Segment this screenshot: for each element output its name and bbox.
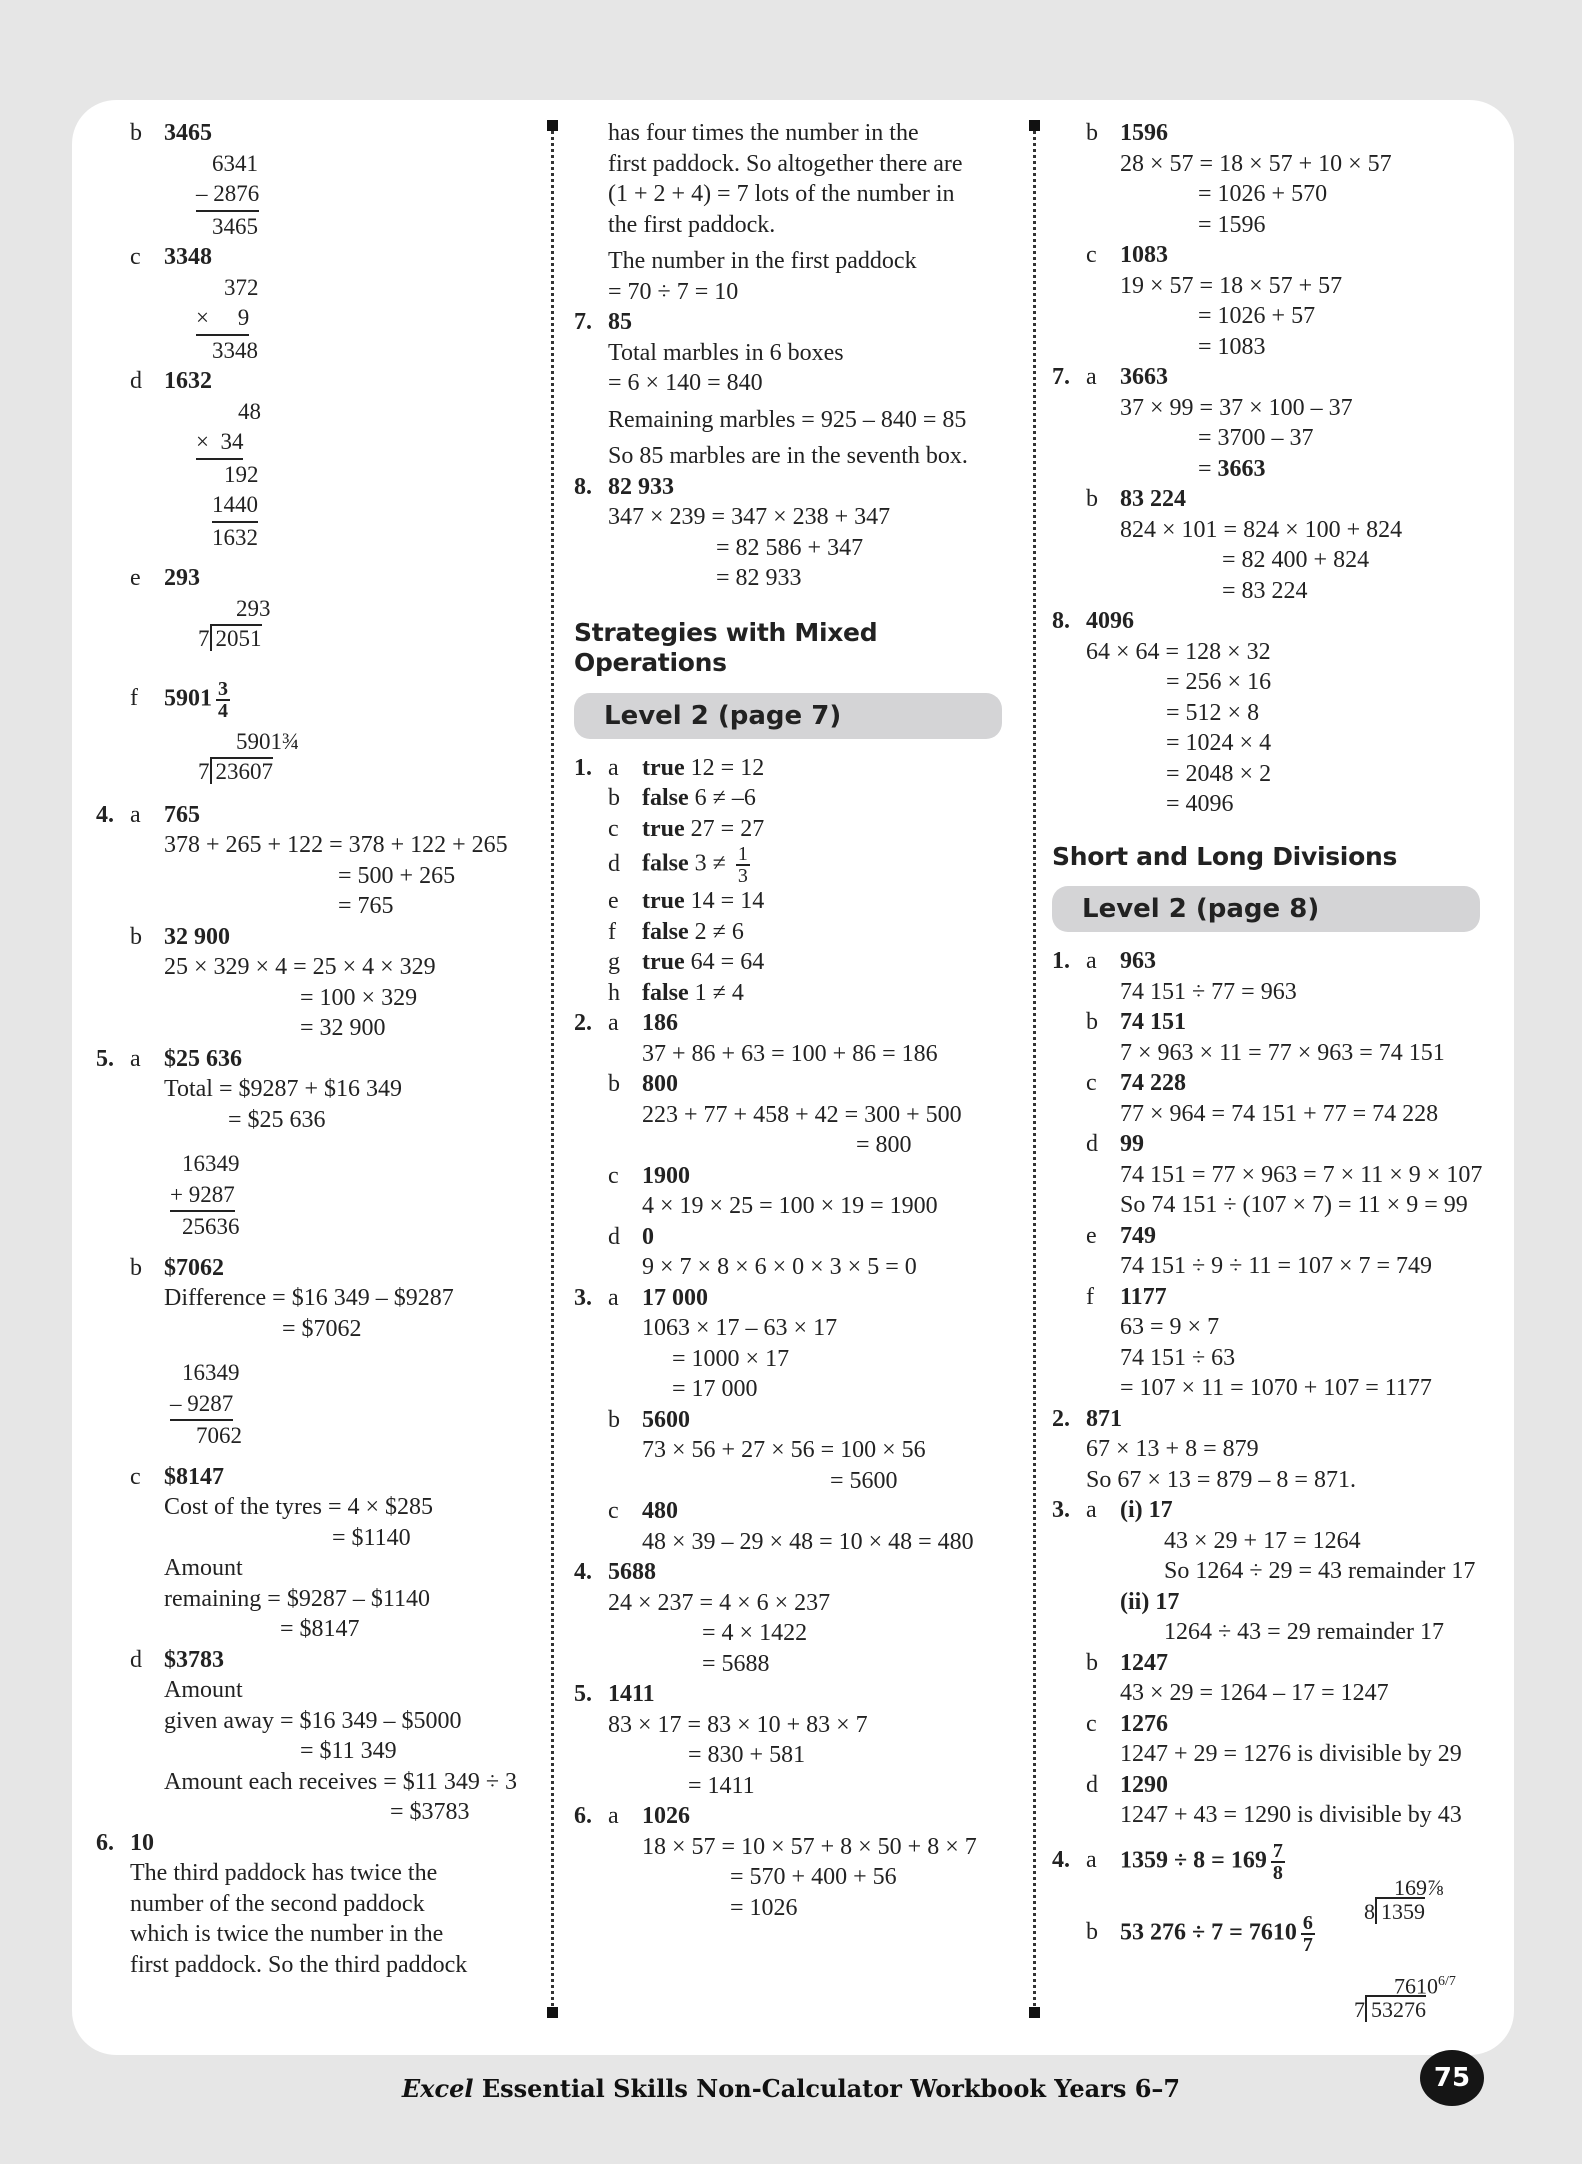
answer-line: b 3465 xyxy=(130,120,212,146)
footer-title xyxy=(0,2074,1582,2103)
section-title-divisions: Short and Long Divisions xyxy=(1052,841,1398,871)
answer-column-2: has four times the number in the first paddock. So altogether there are (1 + 2 + 4) = 7 lots of the number in the first paddock. The number in the first paddock = 70 ÷ 7 = 10 7. 85 Total marbles in 6 boxes = 6 × 140 = 840 Remaining marbles = 925 – 840 = 85 So 85 marbles are in the seventh box. 8. 82 933 347 × 239 = 347 × 238 + 347 = 82 586 + 347 = 82 933 Strategies with Mixed Operations Level 2 (page 7) 1. a true 12 = 12 b false 6 ≠ –6 c true 27 = 27 d false 3 ≠ $\frac{1}{3}$ e true 14 = 14 f false 2 ≠ 6 g true 64 = 64 h false 1 ≠ 4 2. a 186 37 + 86 + 63 = 100 + 86 = 186 b 800 223 + 77 + 458 + 42 = 300 + 500 = 800 c 1900 4 × 19 × 25 = 100 × 19 = 1900 d 0 9 × 7 × 8 × 6 × 0 × 3 × 5 = 0 3. a 17 000 1063 × 17 – 63 × 17 = 1000 × 17 = 17 000 b 5600 73 × 56 + 27 × 56 = 100 × 56 = 5600 c 480 48 × 39 – 29 × 48 = 10 × 48 = 480 4. 5688 24 × 237 = 4 × 6 × 237 = 4 × 1422 = 5688 5. 1411 83 × 17 = 83 × 10 + 83 × 7 = 830 + 581 = 1411 6. a 1026 18 × 57 = 10 × 57 + 8 × 50 + 8 × 7 = 570 + 400 + 56 = 1026 xyxy=(574,118,1014,1923)
book-title: Essential Skills Non-Calculator Workbook Years 6–7 xyxy=(481,2074,1181,2103)
division-working-4a: 169⅞ 8 1359 xyxy=(1364,1875,1444,1924)
page-number-badge: 75 xyxy=(1420,2050,1484,2106)
level-heading-page-8: Level 2 (page 8) xyxy=(1052,886,1480,932)
answer-column-3: b 1596 28 × 57 = 18 × 57 + 10 × 57 = 1026 + 570 = 1596 c 1083 19 × 57 = 18 × 57 + 57 = 1026 + 57 = 1083 7. a 3663 37 × 99 = 37 × 100 – 37 = 3700 – 37 = 3663 b 83 224 824 × 101 = 824 × 100 + 824 = 82 400 + 824 = 83 224 8. 4096 64 × 64 = 128 × 32 = 256 × 16 = 512 × 8 = 1024 × 4 = 2048 × 2 = 4096 Short and Long Divisions Level 2 (page 8) 1. a 963 74 151 ÷ 77 = 963 b 74 151 7 × 963 × 11 = 77 × 963 = 74 151 c 74 228 77 × 964 = 74 151 + 77 = 74 228 d 99 74 151 = 77 × 963 = 7 × 11 × 9 × 107 So 74 151 ÷ (107 × 7) = 11 × 9 = 99 e 749 74 151 ÷ 9 ÷ 11 = 107 × 7 = 749 f 1177 63 = 9 × 7 74 151 ÷ 63 = 107 × 11 = 1070 + 107 = 1177 2. 871 67 × 13 + 8 = 879 So 67 × 13 = 879 – 8 = 871. 3. a (i) 17 43 × 29 + 17 = 1264 So 1264 ÷ 29 = 43 remainder 17 (ii) 17 1264 ÷ 43 = 29 remainder 17 b 1247 43 × 29 = 1264 – 17 = 1247 c 1276 1247 + 29 = 1276 is divisible by 29 d 1290 1247 + 43 = 1290 is divisible by 43 4. a 1359 ÷ 8 = 169 $\frac{7}{8}$ b 53 276 ÷ 7 = 7610 $\frac{6}{7}$ xyxy=(1052,118,1492,1955)
division-working-4b: $7610^{6/7}$ 7 53276 xyxy=(1354,1973,1456,2023)
column-divider-left xyxy=(551,124,554,2014)
brand-name: Excel xyxy=(401,2074,474,2103)
section-title-mixed-operations: Strategies with Mixed Operations xyxy=(574,617,878,677)
level-heading-page-7: Level 2 (page 7) xyxy=(574,693,1002,739)
answer-column-1: b 3465 6341 – 2876 3465 c 3348 372 × 9 3348 d 1632 48 × 34 192 1440 1632 e 293 293 7 2051 f 5901 $\frac{3}{4}$ 5901¾ 7 23607 4. a 765 378 + 265 + 122 = 378 + 122 + 265 = 500 + 265 = 765 b 32 900 25 × 329 × 4 = 25 × 4 × 329 = 100 × 329 = 32 900 5. a $25 636 Total = $9287 + $16 349 = $25 636 16349 + 9287 25636 b $7062 Difference = $16 349 – $9287 = $7062 16349 – 9287 7062 c $8147 Cost of the tyres = 4 × $285 = $1140 Amount remaining = $9287 – $1140 = $8147 d $3783 Amount given away = $16 349 – $5000 = $11 349 Amount each receives = $11 349 ÷ 3 = $3783 6. 10 The third paddock has twice the number of the second paddock which is twice the number in the first paddock. So the third paddock xyxy=(96,118,536,1980)
column-divider-right xyxy=(1033,124,1036,2014)
